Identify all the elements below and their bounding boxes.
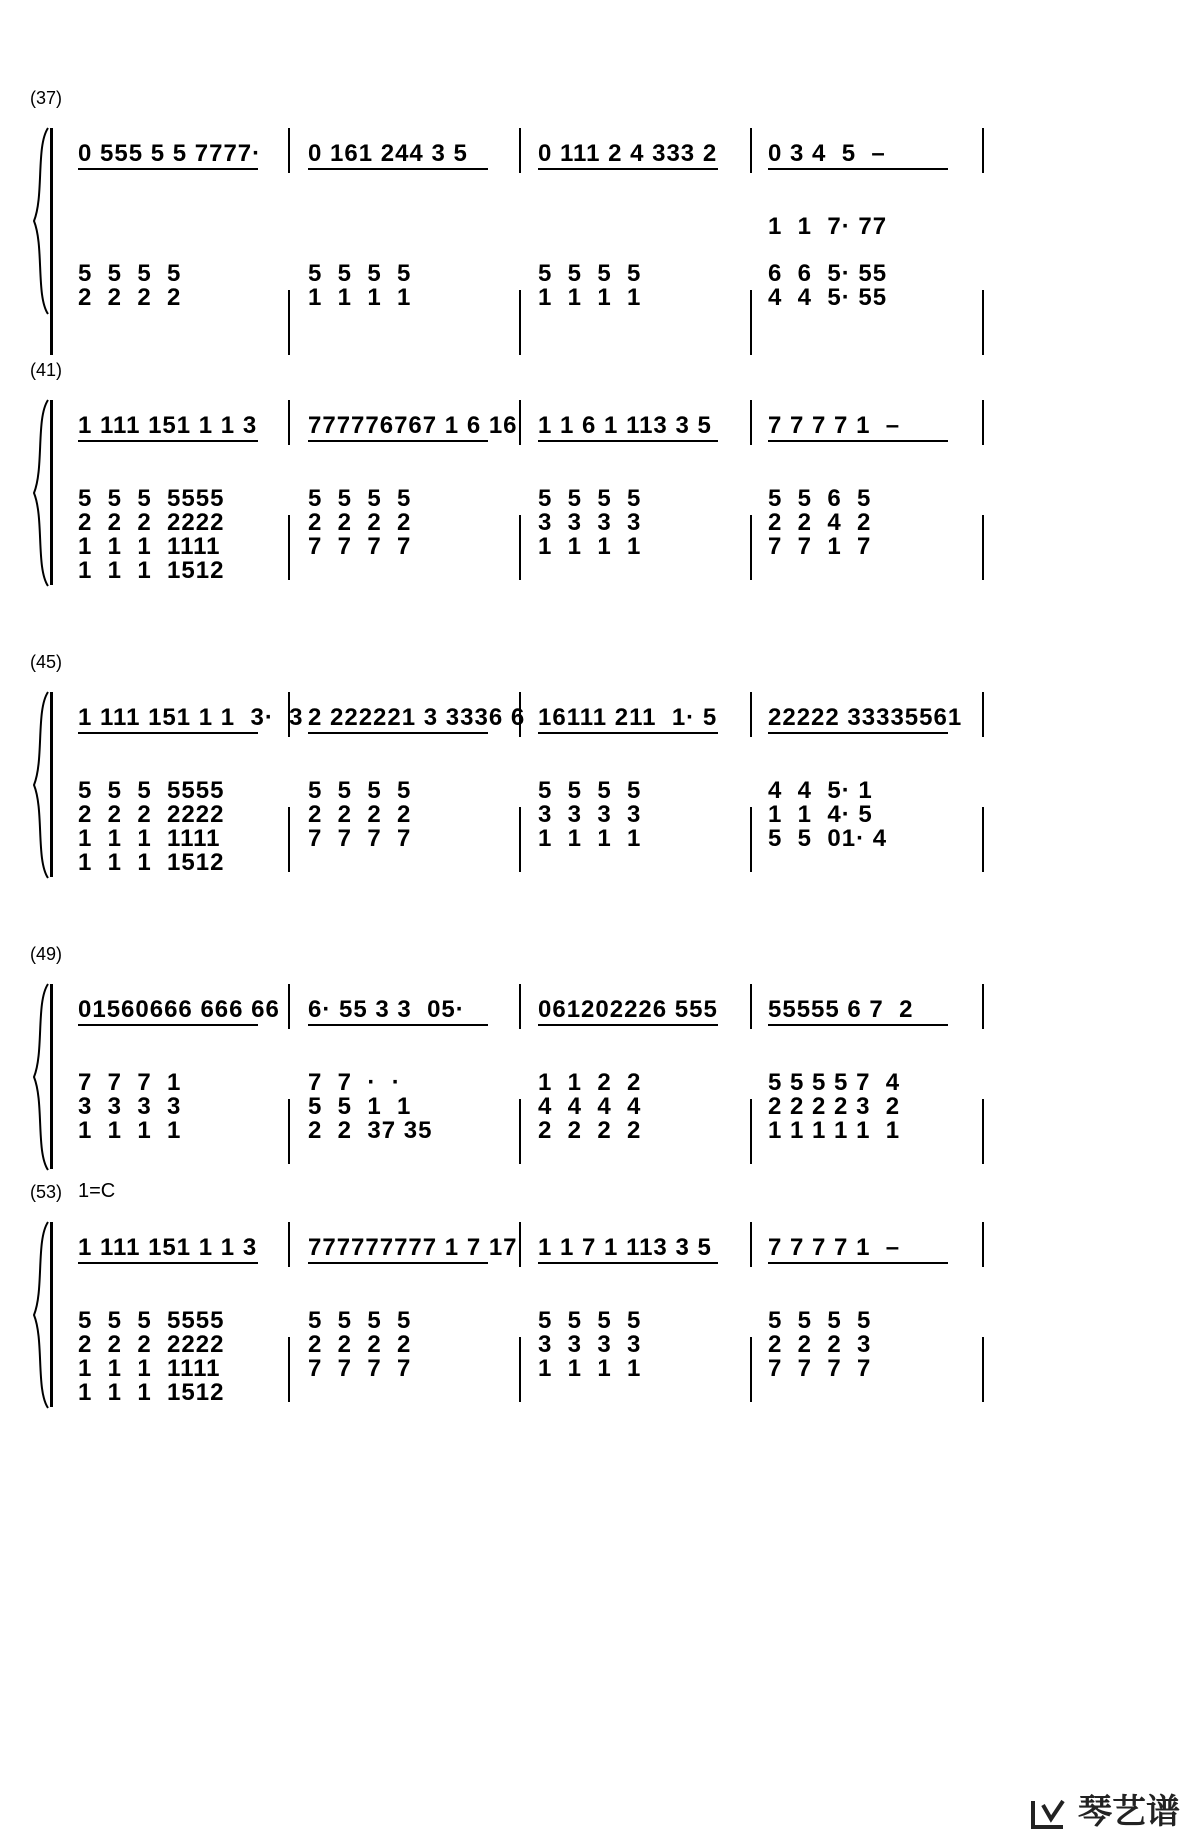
accompaniment-notes: 5 5 5 5555 — [78, 777, 225, 804]
system-line — [50, 1222, 53, 1407]
bar-line — [288, 515, 290, 580]
beam-line — [308, 168, 488, 170]
melody-notes: 0 161 244 3 5 — [308, 140, 468, 167]
beam-line — [78, 440, 258, 442]
accompaniment-notes: 3 3 3 3 — [538, 1331, 642, 1358]
accompaniment-notes: 2 2 2 2 — [78, 284, 182, 311]
beam-line — [78, 1024, 258, 1026]
accompaniment-notes: 5 5 5 5555 — [78, 485, 225, 512]
accompaniment-notes: 4 4 5· 1 — [768, 777, 873, 804]
accompaniment-notes: 2 2 4 2 — [768, 509, 872, 536]
bar-line — [982, 128, 984, 173]
accompaniment-notes: 5 5 5 5 — [538, 777, 642, 804]
measure-number: (53) — [30, 1182, 63, 1202]
accompaniment-notes: 1 1 1 1512 — [78, 849, 225, 876]
melody-notes: 777777777 1 7 17 — [308, 1234, 518, 1261]
accompaniment-notes: 7 7 7 7 — [308, 1355, 412, 1382]
staff-brace — [30, 126, 60, 316]
beam-line — [538, 168, 718, 170]
accompaniment-notes: 5 5 5 5 7 4 — [768, 1069, 901, 1096]
bar-line — [288, 290, 290, 355]
staff-brace — [30, 398, 60, 588]
measure-number: (45) — [30, 652, 63, 672]
accompaniment-notes: 2 2 2 2 3 2 — [768, 1093, 901, 1120]
accompaniment-notes: 5 5 5 5555 — [78, 1307, 225, 1334]
bar-line — [519, 515, 521, 580]
key-signature: 1=C — [78, 1180, 116, 1202]
accompaniment-notes: 5 5 5 5 — [78, 260, 182, 287]
bar-line — [288, 984, 290, 1029]
accompaniment-notes: 5 5 5 5 — [538, 1307, 642, 1334]
bar-line — [519, 128, 521, 173]
melody-notes: 55555 6 7 2 — [768, 996, 914, 1023]
measure-number: (49) — [30, 944, 63, 964]
accompaniment-notes: 5 5 5 5 — [538, 485, 642, 512]
accompaniment-notes: 2 2 2 2 — [308, 801, 412, 828]
melody-notes: 1 1 7 1 113 3 5 — [538, 1234, 712, 1261]
bar-line — [519, 1337, 521, 1402]
accompaniment-notes: 1 1 1 1 — [538, 533, 642, 560]
score-system — [0, 652, 1200, 952]
accompaniment-notes: 1 1 1 1111 — [78, 825, 221, 852]
bar-line — [750, 1099, 752, 1164]
bar-line — [982, 1337, 984, 1402]
system-line — [50, 984, 53, 1169]
score-system — [0, 88, 1200, 388]
beam-line — [78, 168, 258, 170]
accompaniment-notes: 1 1 1 1 1 1 — [768, 1117, 901, 1144]
logo-icon — [1029, 1797, 1069, 1831]
system-line — [50, 692, 53, 877]
melody-notes: 1 111 151 1 1 3· 3 — [78, 704, 304, 731]
score-system — [0, 360, 1200, 660]
staff-brace — [30, 982, 60, 1172]
bar-line — [982, 692, 984, 737]
beam-line — [768, 1262, 948, 1264]
beam-line — [768, 168, 948, 170]
accompaniment-notes: 2 2 2 2 — [308, 1331, 412, 1358]
accompaniment-notes: 5 5 5 5 — [538, 260, 642, 287]
accompaniment-notes: 1 1 1 1111 — [78, 1355, 221, 1382]
accompaniment-notes: 1 1 1 1111 — [78, 533, 221, 560]
bar-line — [519, 984, 521, 1029]
accompaniment-notes: 1 1 1 1 — [538, 825, 642, 852]
bar-line — [519, 290, 521, 355]
watermark-logo — [1029, 1784, 1180, 1833]
melody-notes: 22222 33335561 — [768, 704, 963, 731]
beam-line — [768, 440, 948, 442]
melody-notes: 7 7 7 7 1 – — [768, 412, 901, 439]
accompaniment-notes: 1 1 1 1512 — [78, 557, 225, 584]
accompaniment-notes: 7 7 1 7 — [768, 533, 872, 560]
bar-line — [750, 692, 752, 737]
accompaniment-notes: 5 5 01· 4 — [768, 825, 888, 852]
accompaniment-notes: 2 2 37 35 — [308, 1117, 433, 1144]
melody-notes: 1 1 6 1 113 3 5 — [538, 412, 712, 439]
accompaniment-notes: 3 3 3 3 — [538, 801, 642, 828]
accompaniment-notes: 3 3 3 3 — [538, 509, 642, 536]
bar-line — [982, 1222, 984, 1267]
system-line — [50, 400, 53, 585]
melody-notes: 2 222221 3 3336 6 — [308, 704, 526, 731]
bar-line — [982, 984, 984, 1029]
beam-line — [768, 732, 948, 734]
bar-line — [288, 1099, 290, 1164]
measure-number: (41) — [30, 360, 63, 380]
watermark-text: 琴艺谱 — [1078, 1793, 1180, 1831]
accompaniment-notes: 6 6 5· 55 — [768, 260, 888, 287]
harmony-notes: 1 1 7· 77 — [768, 213, 888, 240]
accompaniment-notes: 5 5 6 5 — [768, 485, 872, 512]
bar-line — [519, 1222, 521, 1267]
bar-line — [750, 128, 752, 173]
accompaniment-notes: 5 5 5 5 — [308, 485, 412, 512]
bar-line — [288, 128, 290, 173]
staff-brace — [30, 1220, 60, 1410]
accompaniment-notes: 5 5 5 5 — [308, 777, 412, 804]
accompaniment-notes: 7 7 7 1 — [78, 1069, 182, 1096]
beam-line — [538, 1024, 718, 1026]
score-system — [0, 1182, 1200, 1482]
melody-notes: 6· 55 3 3 05· — [308, 996, 465, 1023]
beam-line — [308, 440, 488, 442]
beam-line — [538, 440, 718, 442]
bar-line — [750, 807, 752, 872]
accompaniment-notes: 2 2 2 2222 — [78, 1331, 225, 1358]
melody-notes: 0 555 5 5 7777· — [78, 140, 262, 167]
accompaniment-notes: 2 2 2 2222 — [78, 509, 225, 536]
bar-line — [750, 1222, 752, 1267]
melody-notes: 777776767 1 6 16 — [308, 412, 518, 439]
bar-line — [982, 807, 984, 872]
beam-line — [308, 1024, 488, 1026]
beam-line — [768, 1024, 948, 1026]
beam-line — [78, 732, 258, 734]
system-line — [50, 128, 53, 313]
beam-line — [538, 732, 718, 734]
melody-notes: 0 3 4 5 – — [768, 140, 886, 167]
accompaniment-notes: 1 1 1 1 — [308, 284, 412, 311]
bar-line — [750, 515, 752, 580]
accompaniment-notes: 1 1 1 1512 — [78, 1379, 225, 1406]
melody-notes: 0 111 2 4 333 2 — [538, 140, 718, 167]
measure-number: (37) — [30, 88, 63, 108]
bar-line — [288, 400, 290, 445]
accompaniment-notes: 1 1 2 2 — [538, 1069, 642, 1096]
accompaniment-notes: 1 1 4· 5 — [768, 801, 873, 828]
bar-line — [982, 290, 984, 355]
accompaniment-notes: 7 7 7 7 — [308, 533, 412, 560]
bar-line — [288, 807, 290, 872]
bar-line — [750, 1337, 752, 1402]
accompaniment-notes: 3 3 3 3 — [78, 1093, 182, 1120]
accompaniment-notes: 4 4 4 4 — [538, 1093, 642, 1120]
bar-line — [750, 984, 752, 1029]
accompaniment-notes: 2 2 2 2 — [308, 509, 412, 536]
accompaniment-notes: 5 5 5 5 — [768, 1307, 872, 1334]
accompaniment-notes: 5 5 5 5 — [308, 1307, 412, 1334]
accompaniment-notes: 5 5 1 1 — [308, 1093, 412, 1120]
melody-notes: 16111 211 1· 5 — [538, 704, 718, 731]
bar-line — [750, 400, 752, 445]
melody-notes: 7 7 7 7 1 – — [768, 1234, 901, 1261]
staff-brace — [30, 690, 60, 880]
melody-notes: 061202226 555 — [538, 996, 718, 1023]
accompaniment-notes: 7 7 · · — [308, 1069, 401, 1096]
accompaniment-notes: 1 1 1 1 — [538, 284, 642, 311]
accompaniment-notes: 7 7 7 7 — [308, 825, 412, 852]
accompaniment-notes: 7 7 7 7 — [768, 1355, 872, 1382]
accompaniment-notes: 1 1 1 1 — [78, 1117, 182, 1144]
bar-line — [288, 1337, 290, 1402]
melody-notes: 1 111 151 1 1 3 — [78, 412, 258, 439]
accompaniment-notes: 2 2 2 2222 — [78, 801, 225, 828]
bar-line — [519, 1099, 521, 1164]
accompaniment-notes: 2 2 2 3 — [768, 1331, 872, 1358]
bar-line — [750, 290, 752, 355]
bar-line — [288, 1222, 290, 1267]
melody-notes: 1 111 151 1 1 3 — [78, 1234, 258, 1261]
accompaniment-notes: 2 2 2 2 — [538, 1117, 642, 1144]
beam-line — [308, 732, 488, 734]
bar-line — [982, 1099, 984, 1164]
beam-line — [308, 1262, 488, 1264]
accompaniment-notes: 4 4 5· 55 — [768, 284, 888, 311]
beam-line — [78, 1262, 258, 1264]
bar-line — [519, 807, 521, 872]
accompaniment-notes: 5 5 5 5 — [308, 260, 412, 287]
melody-notes: 01560666 666 66 — [78, 996, 280, 1023]
beam-line — [538, 1262, 718, 1264]
bar-line — [982, 400, 984, 445]
accompaniment-notes: 1 1 1 1 — [538, 1355, 642, 1382]
bar-line — [982, 515, 984, 580]
bar-line — [519, 400, 521, 445]
